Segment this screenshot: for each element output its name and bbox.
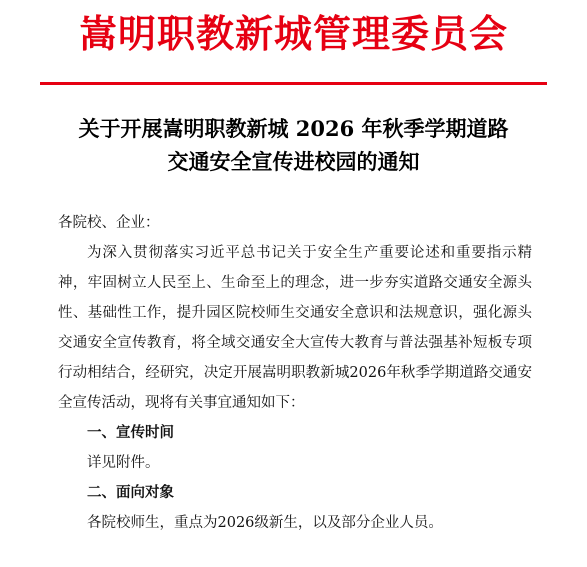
section-body-audience: 各院校师生，重点为2026级新生，以及部分企业人员。 bbox=[87, 515, 443, 531]
intro-paragraph: 为深入贯彻落实习近平总书记关于安全生产重要论述和重要指示精神，牢固树立人民至上、生命至上的理念，进一步夯实道路交通安全源头性、基础性工作，提升园区院校师生交通安全意识和法规意识，强化源头交通安全宣传教育，将全域交通安全大宣传大教育与普法强基补短板专项行动相结合，经研究，决定开展嵩明职教新城2026年秋季学期道路交通安全宣传活动，现将有关事宜通知如下： bbox=[58, 245, 532, 411]
section-heading-audience: 二、面向对象 bbox=[87, 485, 174, 501]
document-title-line-2: 交通安全宣传进校园的通知 bbox=[167, 149, 420, 174]
organization-header: 嵩明职教新城管理委员会 bbox=[78, 11, 508, 56]
header-red-rule bbox=[40, 82, 547, 85]
section-body-time: 详见附件。 bbox=[87, 455, 160, 471]
document-body bbox=[58, 208, 532, 538]
document-title bbox=[0, 112, 587, 178]
salutation: 各院校、企业： bbox=[58, 215, 160, 231]
document-title-line-1: 关于开展嵩明职教新城 2026 年秋季学期道路 bbox=[78, 116, 509, 141]
section-heading-time: 一、宣传时间 bbox=[87, 425, 174, 441]
